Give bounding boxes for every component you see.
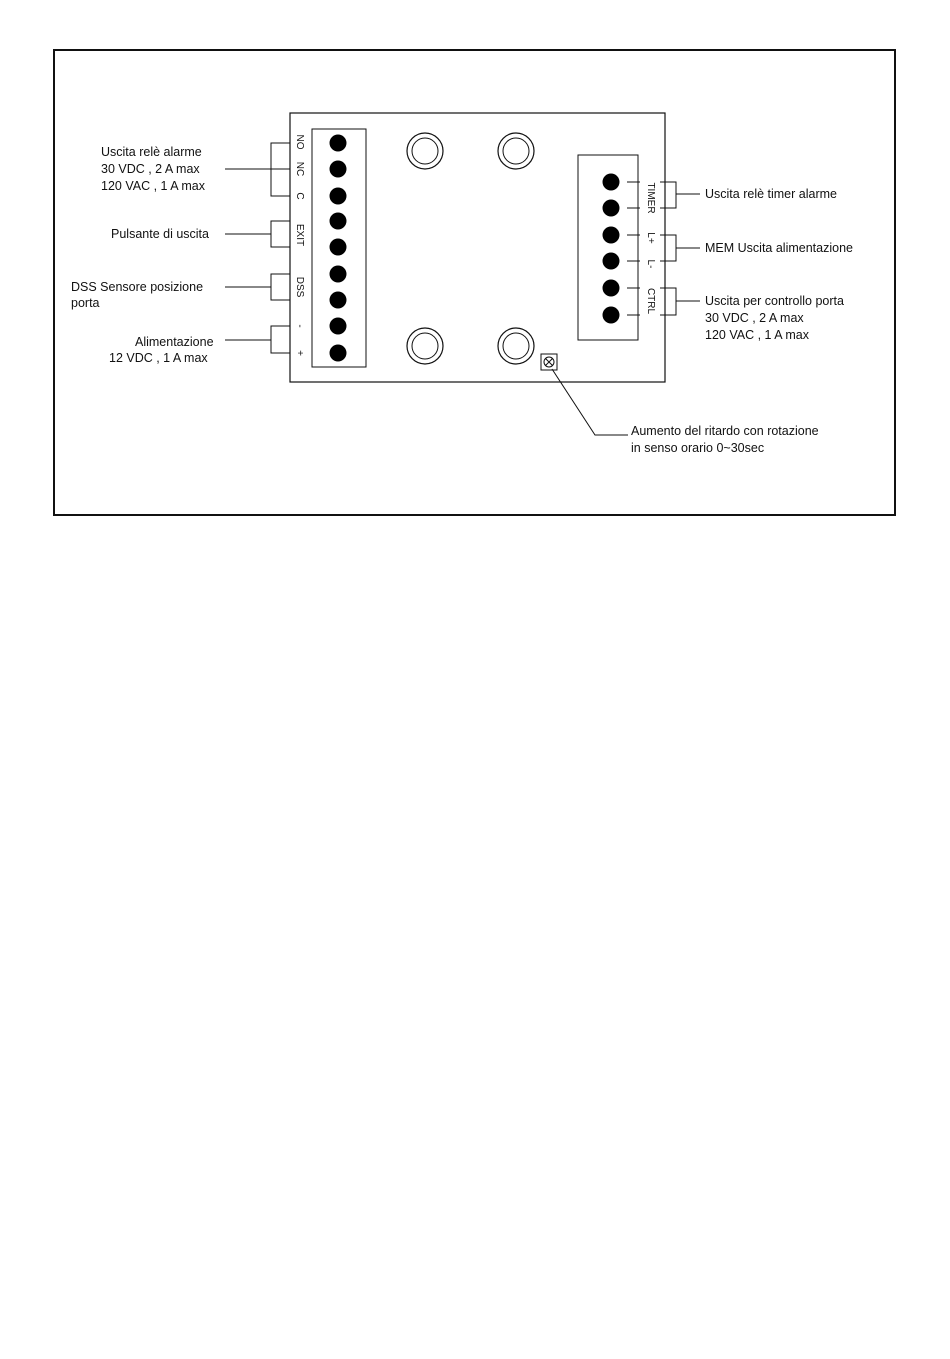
terminal-l-minus <box>603 253 620 270</box>
left-terminals <box>330 135 347 362</box>
power-line-2: 12 VDC , 1 A max <box>109 351 208 365</box>
dss-line-1: DSS Sensore posizione <box>71 280 204 294</box>
pin-label-dss: DSS <box>294 276 305 298</box>
pot-line-2: in senso orario 0~30sec <box>631 441 765 455</box>
pin-label-l-minus: L- <box>645 259 656 269</box>
label-power <box>109 335 214 365</box>
pin-label-timer: TIMER <box>645 182 656 214</box>
door-control-line-3: 120 VAC , 1 A max <box>705 328 809 342</box>
label-dss-sensor <box>71 280 203 310</box>
terminal-c <box>330 188 347 205</box>
pin-label-nc: NC <box>294 161 305 177</box>
terminal-exit-2 <box>330 239 347 256</box>
right-brackets <box>660 182 700 315</box>
terminal-plus <box>330 345 347 362</box>
pin-label-minus: - <box>294 324 305 328</box>
pin-label-plus: + <box>294 350 305 356</box>
terminal-timer-2 <box>603 200 620 217</box>
dss-line-2: porta <box>71 296 100 310</box>
alarm-relay-line-2: 30 VDC , 2 A max <box>101 162 200 176</box>
terminal-exit-1 <box>330 213 347 230</box>
pin-label-c: C <box>294 192 305 200</box>
potentiometer-icon <box>541 354 557 370</box>
alarm-relay-line-3: 120 VAC , 1 A max <box>101 179 205 193</box>
terminal-ctrl-2 <box>603 307 620 324</box>
pin-label-no: NO <box>294 134 305 150</box>
alarm-relay-line-1: Uscita relè alarme <box>101 145 202 159</box>
terminal-nc <box>330 161 347 178</box>
label-timer-relay: Uscita relè timer alarme <box>705 187 837 201</box>
label-potentiometer <box>631 424 819 455</box>
label-door-control <box>705 294 844 342</box>
label-mem-output: MEM Uscita alimentazione <box>705 241 853 255</box>
terminal-l-plus <box>603 227 620 244</box>
terminal-ctrl-1 <box>603 280 620 297</box>
label-alarm-relay <box>101 145 206 193</box>
terminal-minus <box>330 318 347 335</box>
left-brackets <box>225 143 290 353</box>
door-control-line-2: 30 VDC , 2 A max <box>705 311 804 325</box>
terminal-timer-1 <box>603 174 620 191</box>
pin-label-exit: EXIT <box>294 223 305 247</box>
label-exit-button: Pulsante di uscita <box>111 227 209 241</box>
pin-label-l-plus: L+ <box>645 232 656 244</box>
pin-label-ctrl: CTRL <box>645 287 656 315</box>
power-line-1: Alimentazione <box>135 335 214 349</box>
door-control-line-1: Uscita per controllo porta <box>705 294 844 308</box>
terminal-no <box>330 135 347 152</box>
pot-line-1: Aumento del ritardo con rotazione <box>631 424 819 438</box>
terminal-dss-2 <box>330 292 347 309</box>
terminal-dss-1 <box>330 266 347 283</box>
